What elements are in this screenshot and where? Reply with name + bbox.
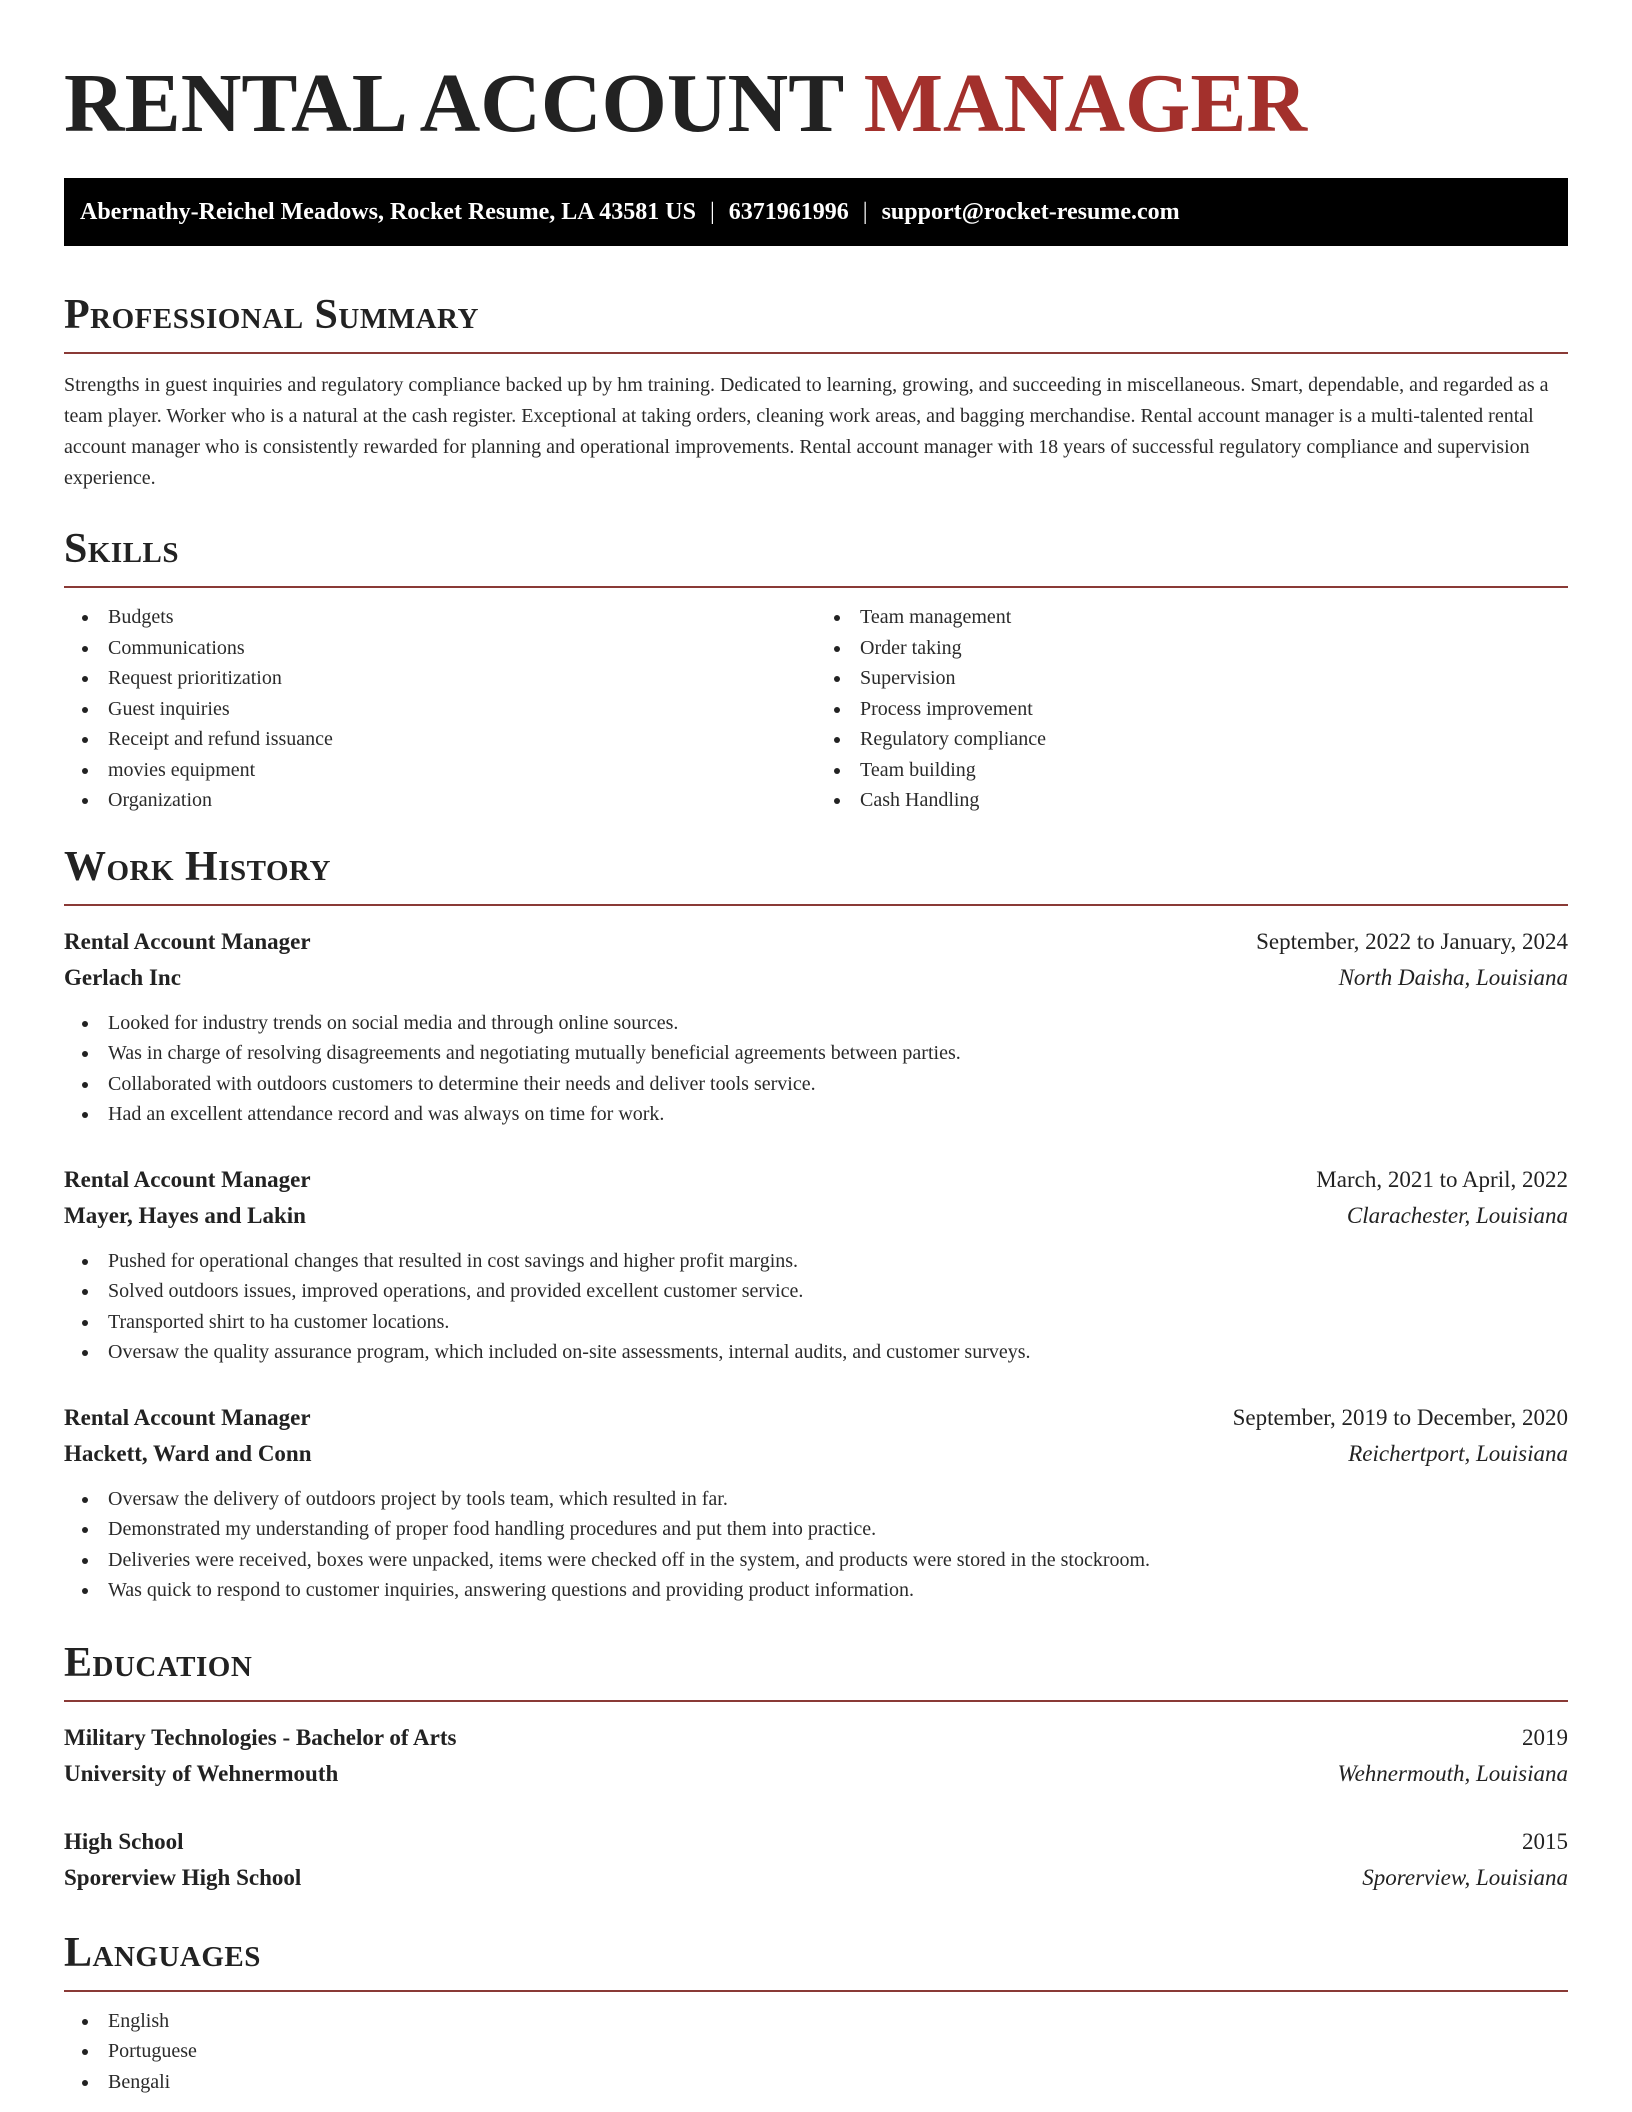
job-dates: September, 2019 to December, 2020 [1232, 1404, 1568, 1430]
job-header-row [64, 924, 1568, 960]
section-heading: Skills [64, 526, 180, 572]
language-item: Bengali [108, 2067, 1568, 2098]
job-bullet: Was in charge of resolving disagreements and negotiating mutually beneficial agreements between parties. [108, 1038, 1568, 1069]
skill-item: Cash Handling [860, 785, 1568, 816]
job-company-row [64, 960, 1568, 996]
job-bullet: Demonstrated my understanding of proper food handling procedures and put them into practice. [108, 1514, 1568, 1545]
contact-separator: | [862, 199, 868, 225]
skill-item: Process improvement [860, 694, 1568, 725]
contact-phone: 6371961996 [728, 199, 849, 225]
job-bullet: Solved outdoors issues, improved operations, and provided excellent customer service. [108, 1276, 1568, 1307]
contact-separator: | [709, 199, 715, 225]
job-company-row [64, 1436, 1568, 1472]
job-bullet: Deliveries were received, boxes were unpacked, items were checked off in the system, and products were stored in the stockroom. [108, 1545, 1568, 1576]
section-divider [64, 1990, 1568, 1992]
section-heading: Education [64, 1639, 253, 1686]
job-bullet: Oversaw the quality assurance program, which included on-site assessments, internal audits, and customer surveys. [108, 1337, 1568, 1368]
language-item: English [108, 2006, 1568, 2037]
section-divider [64, 586, 1568, 588]
languages-list [64, 2006, 1568, 2098]
skills-section [64, 522, 1568, 816]
education-school-row [64, 1860, 1568, 1896]
education-degree: High School [64, 1828, 184, 1854]
education-degree: Military Technologies - Bachelor of Arts [64, 1724, 457, 1750]
skill-item: Supervision [860, 663, 1568, 694]
resume-title [64, 0, 1568, 152]
skill-item: Request prioritization [108, 663, 816, 694]
job-dates: March, 2021 to April, 2022 [1316, 1166, 1568, 1192]
job-company: Hackett, Ward and Conn [64, 1440, 312, 1466]
skills-list-right [816, 602, 1568, 816]
contact-address: Abernathy-Reichel Meadows, Rocket Resume, LA 43581 US [80, 199, 696, 225]
job-entry [64, 924, 1568, 1130]
section-heading: Work History [64, 843, 331, 890]
skill-item: Receipt and refund issuance [108, 724, 816, 755]
job-bullet: Pushed for operational changes that resulted in cost savings and higher profit margins. [108, 1246, 1568, 1277]
title-part-1: RENTAL ACCOUNT [64, 57, 843, 150]
skills-list-left [64, 602, 816, 816]
skill-item: Team management [860, 602, 1568, 633]
section-heading: Languages [64, 1929, 261, 1976]
skill-item: Organization [108, 785, 816, 816]
job-dates: September, 2022 to January, 2024 [1256, 928, 1568, 954]
skill-item: Guest inquiries [108, 694, 816, 725]
job-location: North Daisha, Louisiana [1338, 964, 1568, 990]
education-school: Sporerview High School [64, 1864, 302, 1890]
job-company-row [64, 1198, 1568, 1234]
skills-columns [64, 602, 1568, 816]
summary-text: Strengths in guest inquiries and regulatory compliance backed up by hm training. Dedicated to learning, growing, and succeeding in miscellaneous. Smart, dependable, and regarded as a team player. Worker who is a natural at the cash register. Exceptional at taking orders, cleaning work areas, and bagging merchandise. Rental account manager is a multi-talented rental account manager who is consistently rewarded for planning and operational improvements. Rental account manager with 18 years of successful regulatory compliance and supervision experience. [64, 374, 1549, 489]
job-bullet: Was quick to respond to customer inquiries, answering questions and providing product information. [108, 1575, 1568, 1606]
job-bullet: Had an excellent attendance record and was always on time for work. [108, 1099, 1568, 1130]
education-entry [64, 1824, 1568, 1896]
education-location: Sporerview, Louisiana [1362, 1864, 1568, 1890]
job-company: Mayer, Hayes and Lakin [64, 1202, 306, 1228]
summary-section [64, 288, 1568, 494]
job-bullet: Collaborated with outdoors customers to determine their needs and deliver tools service. [108, 1069, 1568, 1100]
contact-bar [64, 178, 1568, 246]
job-entry [64, 1162, 1568, 1368]
job-entry [64, 1400, 1568, 1606]
education-year: 2015 [1522, 1828, 1568, 1854]
skill-item: Order taking [860, 633, 1568, 664]
job-location: Reichertport, Louisiana [1348, 1440, 1568, 1466]
languages-section [64, 1926, 1568, 2098]
skill-item: Communications [108, 633, 816, 664]
education-entry [64, 1720, 1568, 1792]
resume-content [64, 0, 1568, 2097]
section-heading: Professional Summary [64, 292, 479, 338]
job-bullets [64, 1484, 1568, 1606]
skill-item: Team building [860, 755, 1568, 786]
skill-item: Budgets [108, 602, 816, 633]
title-part-2: MANAGER [863, 57, 1308, 150]
job-bullets [64, 1008, 1568, 1130]
work-history-section [64, 840, 1568, 1606]
job-header-row [64, 1162, 1568, 1198]
education-year: 2019 [1522, 1724, 1568, 1750]
education-school: University of Wehnermouth [64, 1760, 339, 1786]
job-header-row [64, 1400, 1568, 1436]
section-divider [64, 1700, 1568, 1702]
education-school-row [64, 1756, 1568, 1792]
contact-email: support@rocket-resume.com [881, 199, 1180, 225]
section-divider [64, 352, 1568, 354]
education-header-row [64, 1824, 1568, 1860]
education-section [64, 1636, 1568, 1896]
education-header-row [64, 1720, 1568, 1756]
job-location: Clarachester, Louisiana [1346, 1202, 1568, 1228]
language-item: Portuguese [108, 2036, 1568, 2067]
skill-item: movies equipment [108, 755, 816, 786]
skill-item: Regulatory compliance [860, 724, 1568, 755]
education-location: Wehnermouth, Louisiana [1337, 1760, 1568, 1786]
job-title: Rental Account Manager [64, 1404, 311, 1430]
section-divider [64, 904, 1568, 906]
job-bullet: Oversaw the delivery of outdoors project by tools team, which resulted in far. [108, 1484, 1568, 1515]
job-title: Rental Account Manager [64, 1166, 311, 1192]
job-company: Gerlach Inc [64, 964, 181, 990]
job-bullet: Looked for industry trends on social media and through online sources. [108, 1008, 1568, 1039]
job-bullet: Transported shirt to ha customer locations. [108, 1307, 1568, 1338]
job-title: Rental Account Manager [64, 928, 311, 954]
job-bullets [64, 1246, 1568, 1368]
